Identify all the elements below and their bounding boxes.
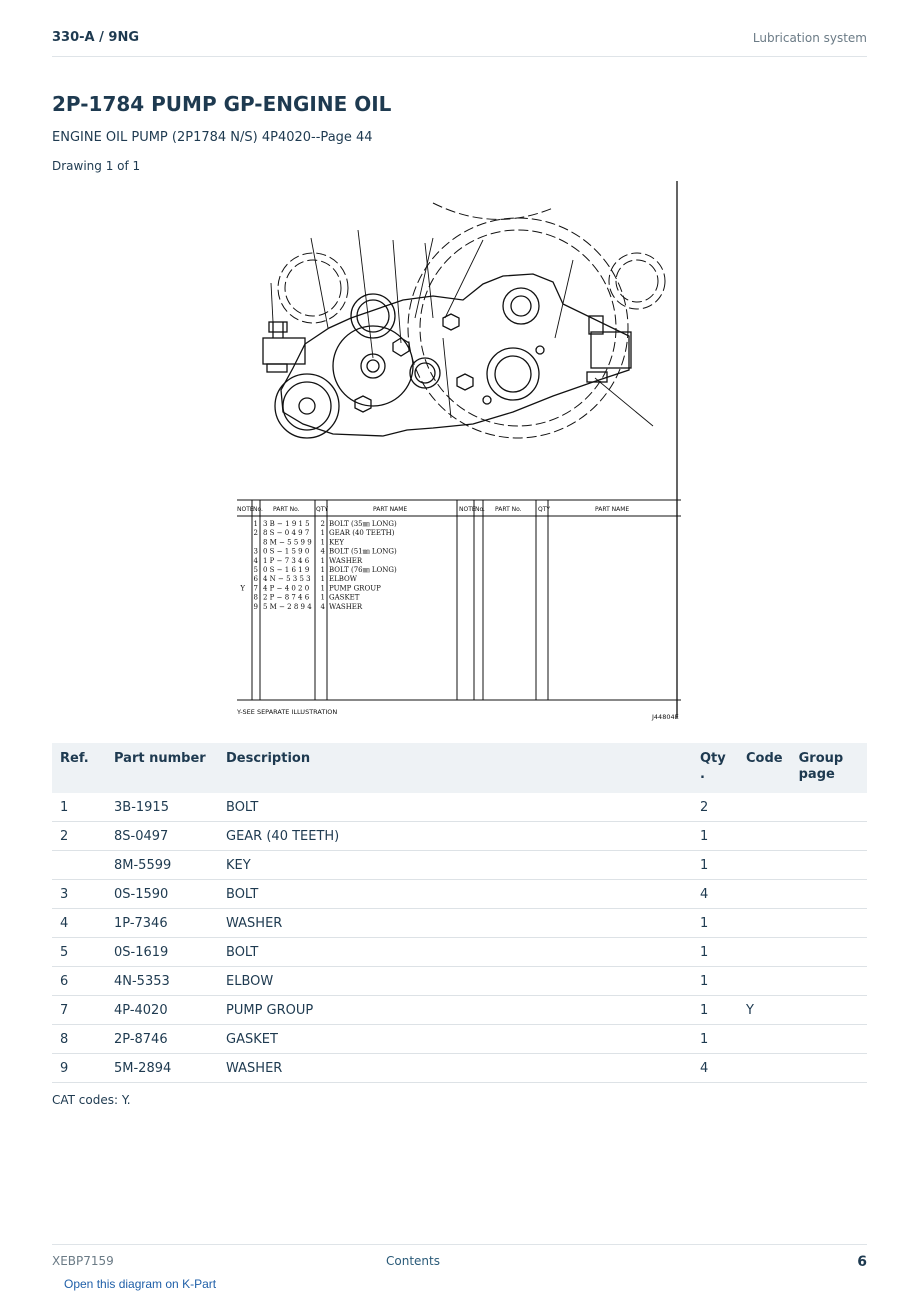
list-header-note: NOTE: [237, 506, 254, 513]
list-row-qty: 1: [320, 529, 325, 538]
list-row-no: 1: [253, 520, 258, 528]
cell-qty: 1: [692, 967, 738, 996]
drawing-image-code: J44804E: [652, 713, 679, 721]
cell-part-number: 8M-5599: [106, 851, 218, 880]
cell-qty: 1: [692, 822, 738, 851]
list-row-part-no: 4 N − 5 3 5 3: [263, 575, 311, 584]
pump-illustration: [263, 181, 677, 718]
cell-ref: 1: [52, 793, 106, 822]
page-title: 2P-1784 PUMP GP-ENGINE OIL: [52, 92, 392, 116]
parts-list-rows: [239, 520, 397, 611]
header-part-number: Part number: [106, 743, 218, 793]
cell-qty: 1: [692, 909, 738, 938]
cell-description: WASHER: [218, 909, 692, 938]
cell-ref: 5: [52, 938, 106, 967]
cell-part-number: 1P-7346: [106, 909, 218, 938]
cell-code: [738, 967, 791, 996]
list-row-qty: 1: [320, 584, 325, 593]
section-label: Lubrication system: [752, 31, 867, 45]
header-group-page: Group page: [791, 743, 867, 793]
cell-description: GEAR (40 TEETH): [218, 822, 692, 851]
cell-code: [738, 851, 791, 880]
cell-group-page: [791, 967, 867, 996]
cell-ref: 9: [52, 1054, 106, 1083]
list-row-part-name: GEAR (40 TEETH): [329, 529, 395, 538]
list-header-part-no-2: PART No.: [495, 506, 522, 513]
cell-code: [738, 822, 791, 851]
list-row-part-name: GASKET: [329, 593, 360, 602]
table-row: [52, 793, 867, 822]
list-row-no: 8: [253, 593, 258, 602]
list-row-no: 3: [253, 547, 258, 556]
cell-group-page: [791, 1054, 867, 1083]
cell-part-number: 8S-0497: [106, 822, 218, 851]
cell-part-number: 4P-4020: [106, 996, 218, 1025]
page-number: 6: [857, 1254, 867, 1270]
cell-group-page: [791, 938, 867, 967]
list-row-note: Y: [240, 584, 245, 593]
cell-qty: 1: [692, 1025, 738, 1054]
cell-code: [738, 793, 791, 822]
list-row-part-name: WASHER: [329, 556, 363, 565]
cell-description: BOLT: [218, 793, 692, 822]
cell-part-number: 0S-1590: [106, 880, 218, 909]
cell-qty: 4: [692, 880, 738, 909]
cell-qty: 1: [692, 851, 738, 880]
list-row-part-no: 4 P − 4 0 2 0: [263, 584, 310, 593]
table-row: [52, 880, 867, 909]
list-row-qty: 2: [320, 520, 325, 528]
page-footer: [52, 1244, 867, 1275]
list-row-qty: 1: [320, 593, 325, 602]
cell-group-page: [791, 996, 867, 1025]
cell-description: BOLT: [218, 880, 692, 909]
list-row-qty: 4: [320, 547, 325, 556]
cell-code: [738, 909, 791, 938]
table-row: [52, 1054, 867, 1083]
cell-code: Y: [738, 996, 791, 1025]
parts-table-body: [52, 793, 867, 1083]
table-row: [52, 1025, 867, 1054]
list-header-no-2: No.: [475, 506, 485, 513]
cell-group-page: [791, 851, 867, 880]
list-row-part-no: 3 B − 1 9 1 5: [263, 520, 310, 528]
contents-link[interactable]: Contents: [386, 1254, 440, 1268]
cell-group-page: [791, 909, 867, 938]
list-header-part-no: PART No.: [273, 506, 300, 513]
header-description: Description: [218, 743, 692, 793]
list-row-qty: 1: [320, 566, 325, 574]
cell-qty: 1: [692, 996, 738, 1025]
drawing-footnote: Y-SEE SEPARATE ILLUSTRATION: [237, 708, 338, 716]
cell-part-number: 4N-5353: [106, 967, 218, 996]
list-row-part-name: WASHER: [329, 602, 363, 611]
list-header-part-name-2: PART NAME: [595, 506, 630, 513]
list-row-no: 9: [253, 602, 258, 611]
list-row-part-name: KEY: [329, 538, 344, 547]
open-kpart-link[interactable]: Open this diagram on K-Part: [64, 1277, 217, 1291]
cell-code: [738, 1054, 791, 1083]
cell-group-page: [791, 880, 867, 909]
cell-ref: 8: [52, 1025, 106, 1054]
page-header: [52, 28, 867, 57]
cell-ref: 4: [52, 909, 106, 938]
list-row-no: 6: [253, 575, 258, 584]
list-row-part-no: 8 M − 5 5 9 9: [263, 538, 312, 547]
cat-codes-note: CAT codes: Y.: [52, 1093, 131, 1107]
list-row-part-no: 2 P − 8 7 4 6: [263, 593, 310, 602]
list-header-qty: QTY: [316, 506, 329, 513]
cell-qty: 2: [692, 793, 738, 822]
list-row-part-name: BOLT (51㎜ LONG): [329, 547, 397, 556]
list-row-part-no: 8 S − 0 4 9 7: [263, 529, 310, 538]
cell-ref: [52, 851, 106, 880]
parts-table-header-row: [52, 743, 867, 793]
cell-group-page: [791, 822, 867, 851]
header-qty: Qty .: [692, 743, 738, 793]
drawing-count: Drawing 1 of 1: [52, 159, 141, 173]
cell-ref: 2: [52, 822, 106, 851]
list-row-part-name: BOLT (76㎜ LONG): [329, 566, 397, 574]
cell-part-number: 5M-2894: [106, 1054, 218, 1083]
list-row-qty: 4: [320, 602, 325, 611]
cell-description: PUMP GROUP: [218, 996, 692, 1025]
list-row-part-no: 0 S − 1 5 9 0: [263, 547, 310, 556]
cell-description: BOLT: [218, 938, 692, 967]
model-label: 330-A / 9NG: [52, 30, 139, 45]
cell-qty: 4: [692, 1054, 738, 1083]
list-header-no: No.: [253, 506, 263, 513]
document-code: XEBP7159: [52, 1254, 114, 1268]
cell-description: KEY: [218, 851, 692, 880]
table-row: [52, 967, 867, 996]
cell-part-number: 2P-8746: [106, 1025, 218, 1054]
cell-description: WASHER: [218, 1054, 692, 1083]
cell-code: [738, 1025, 791, 1054]
table-row: [52, 938, 867, 967]
header-ref: Ref.: [52, 743, 106, 793]
cell-qty: 1: [692, 938, 738, 967]
list-row-no: 2: [253, 529, 258, 538]
list-header-qty-2: QTY: [538, 506, 551, 513]
list-row-part-name: BOLT (35㎜ LONG): [329, 520, 397, 528]
list-row-qty: 1: [320, 538, 325, 547]
cell-ref: 6: [52, 967, 106, 996]
list-row-part-name: PUMP GROUP: [329, 584, 381, 593]
parts-list-headers: [237, 506, 629, 513]
table-row: [52, 851, 867, 880]
list-row-qty: 1: [320, 575, 325, 584]
table-row: [52, 909, 867, 938]
list-header-part-name: PART NAME: [373, 506, 408, 513]
list-row-no: 5: [253, 566, 258, 574]
cell-code: [738, 938, 791, 967]
list-row-part-no: 0 S − 1 6 1 9: [263, 566, 310, 574]
cell-description: ELBOW: [218, 967, 692, 996]
table-row: [52, 996, 867, 1025]
cell-ref: 7: [52, 996, 106, 1025]
parts-table: [52, 743, 867, 1083]
list-row-no: 4: [253, 556, 258, 565]
list-row-part-no: 1 P − 7 3 4 6: [263, 556, 310, 565]
cell-part-number: 3B-1915: [106, 793, 218, 822]
page-subtitle: ENGINE OIL PUMP (2P1784 N/S) 4P4020--Page 44: [52, 130, 373, 145]
cell-code: [738, 880, 791, 909]
cell-ref: 3: [52, 880, 106, 909]
cell-description: GASKET: [218, 1025, 692, 1054]
list-row-qty: 1: [320, 556, 325, 565]
table-row: [52, 822, 867, 851]
list-header-note-2: NOTE: [459, 506, 476, 513]
list-row-no: 7: [253, 584, 258, 593]
list-row-part-name: ELBOW: [329, 575, 357, 584]
cell-group-page: [791, 793, 867, 822]
header-code: Code: [738, 743, 791, 793]
list-row-part-no: 5 M − 2 8 9 4: [263, 602, 312, 611]
cell-part-number: 0S-1619: [106, 938, 218, 967]
parts-drawing: [233, 178, 683, 723]
cell-group-page: [791, 1025, 867, 1054]
